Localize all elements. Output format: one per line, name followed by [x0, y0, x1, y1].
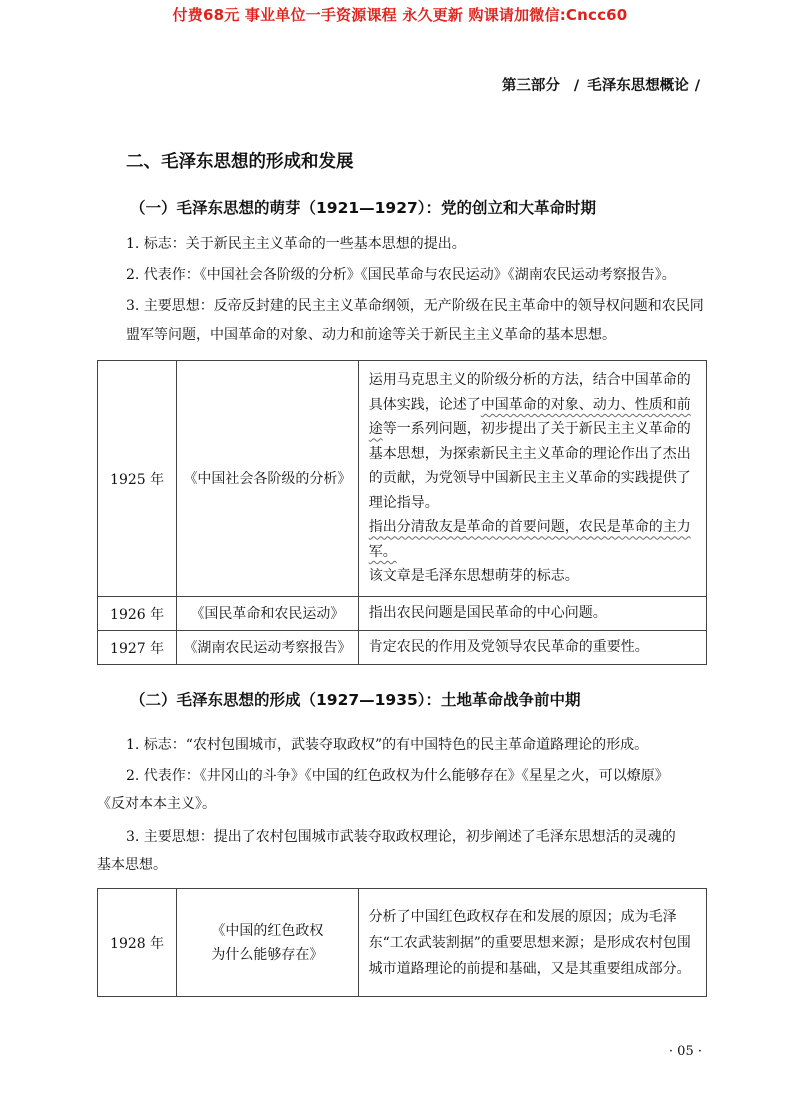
- description-cell: [358, 631, 706, 665]
- desc-underlined: 指出分清敌友是革命的首要问题，农民是革命的主力军。: [368, 519, 691, 560]
- paragraph-sign: 1. 标志：关于新民主主义革命的一些基本思想的提出。: [126, 236, 466, 252]
- table-row: [98, 631, 707, 665]
- desc-text: 肯定农民的作用及党领导农民革命的重要性。: [368, 639, 649, 656]
- work-line: 为什么能够存在》: [211, 946, 324, 963]
- work-cell: [177, 889, 358, 997]
- desc-text: 等一系列问题，初步提出了关于新民主主义革命的基本思想，为探索新民主主义革命的理论作出了杰出的贡献，为党领导中国新民主主义革命的实践提供了理论指导。: [368, 421, 691, 511]
- desc-text: 该文章是毛泽东思想萌芽的标志。: [368, 568, 579, 585]
- year-cell: 1928 年: [98, 889, 177, 997]
- table-works-1: [97, 360, 707, 665]
- desc-text: 运用马克思主义的阶级分析的方法，结合中国革命的具体实践，论述了: [368, 372, 691, 413]
- table-row: [98, 889, 707, 997]
- desc-underlined: 中国革命的对象、动力、性质和前途: [368, 396, 691, 438]
- running-head-title: 毛泽东思想概论: [587, 78, 689, 94]
- description-cell: [358, 597, 706, 631]
- subsection-title-1: （一）毛泽东思想的萌芽（1921—1927）：党的创立和大革命时期: [130, 199, 597, 217]
- paragraph-works: 2. 代表作：《中国社会各阶级的分析》《国民革命与农民运动》《湖南农民运动考察报告》。: [126, 267, 676, 283]
- paragraph-works-line2: 《反对本本主义》。: [97, 796, 216, 812]
- description-cell: [358, 361, 706, 597]
- year-cell: 1926 年: [98, 597, 177, 631]
- work-cell: 《中国社会各阶级的分析》: [177, 361, 359, 597]
- paragraph-ideas-line2: 基本思想。: [97, 857, 167, 873]
- running-head: [502, 74, 700, 95]
- table-works-2: [97, 888, 707, 997]
- paragraph-ideas: [126, 292, 710, 350]
- page-number: · 05 ·: [668, 1044, 702, 1059]
- table-row: [98, 361, 707, 597]
- description-cell: [358, 889, 706, 997]
- work-line: 《中国的红色政权: [211, 922, 324, 939]
- section-title: 二、毛泽东思想的形成和发展: [126, 152, 354, 172]
- running-head-part: 第三部分: [501, 78, 560, 94]
- table-row: [98, 597, 707, 631]
- promo-banner: 付费68元 事业单位一手资源课程 永久更新 购课请加微信:Cncc60: [172, 6, 628, 24]
- year-cell: 1925 年: [98, 361, 177, 597]
- desc-text: 分析了中国红色政权存在和发展的原因；成为毛泽东“工农武装割据”的重要思想来源；是形成农村包围城市道路理论的前提和基础，又是其重要组成部分。: [368, 908, 691, 977]
- work-cell: 《湖南农民运动考察报告》: [177, 631, 359, 665]
- paragraph-ideas-text: 3. 主要思想：反帝反封建的民主主义革命纲领，无产阶级在民主革命中的领导权问题和农民同盟军等问题，中国革命的对象、动力和前途等关于新民主主义革命的基本思想。: [126, 298, 704, 343]
- separator-slash: /: [694, 78, 700, 94]
- year-cell: 1927 年: [98, 631, 177, 665]
- paragraph-ideas: 3. 主要思想：提出了农村包围城市武装夺取政权理论，初步阐述了毛泽东思想活的灵魂的: [126, 829, 676, 845]
- paragraph-works: [126, 762, 716, 791]
- desc-text: 指出农民问题是国民革命的中心问题。: [368, 605, 607, 622]
- work-cell: 《国民革命和农民运动》: [177, 597, 359, 631]
- separator-slash: /: [573, 78, 580, 94]
- subsection-title-2: （二）毛泽东思想的形成（1927—1935）：土地革命战争前中期: [130, 691, 581, 709]
- paragraph-works-line1: 2. 代表作：《井冈山的斗争》《中国的红色政权为什么能够存在》《星星之火，可以燎原》: [126, 768, 669, 784]
- paragraph-sign: 1. 标志：“农村包围城市，武装夺取政权”的有中国特色的民主革命道路理论的形成。: [126, 737, 649, 753]
